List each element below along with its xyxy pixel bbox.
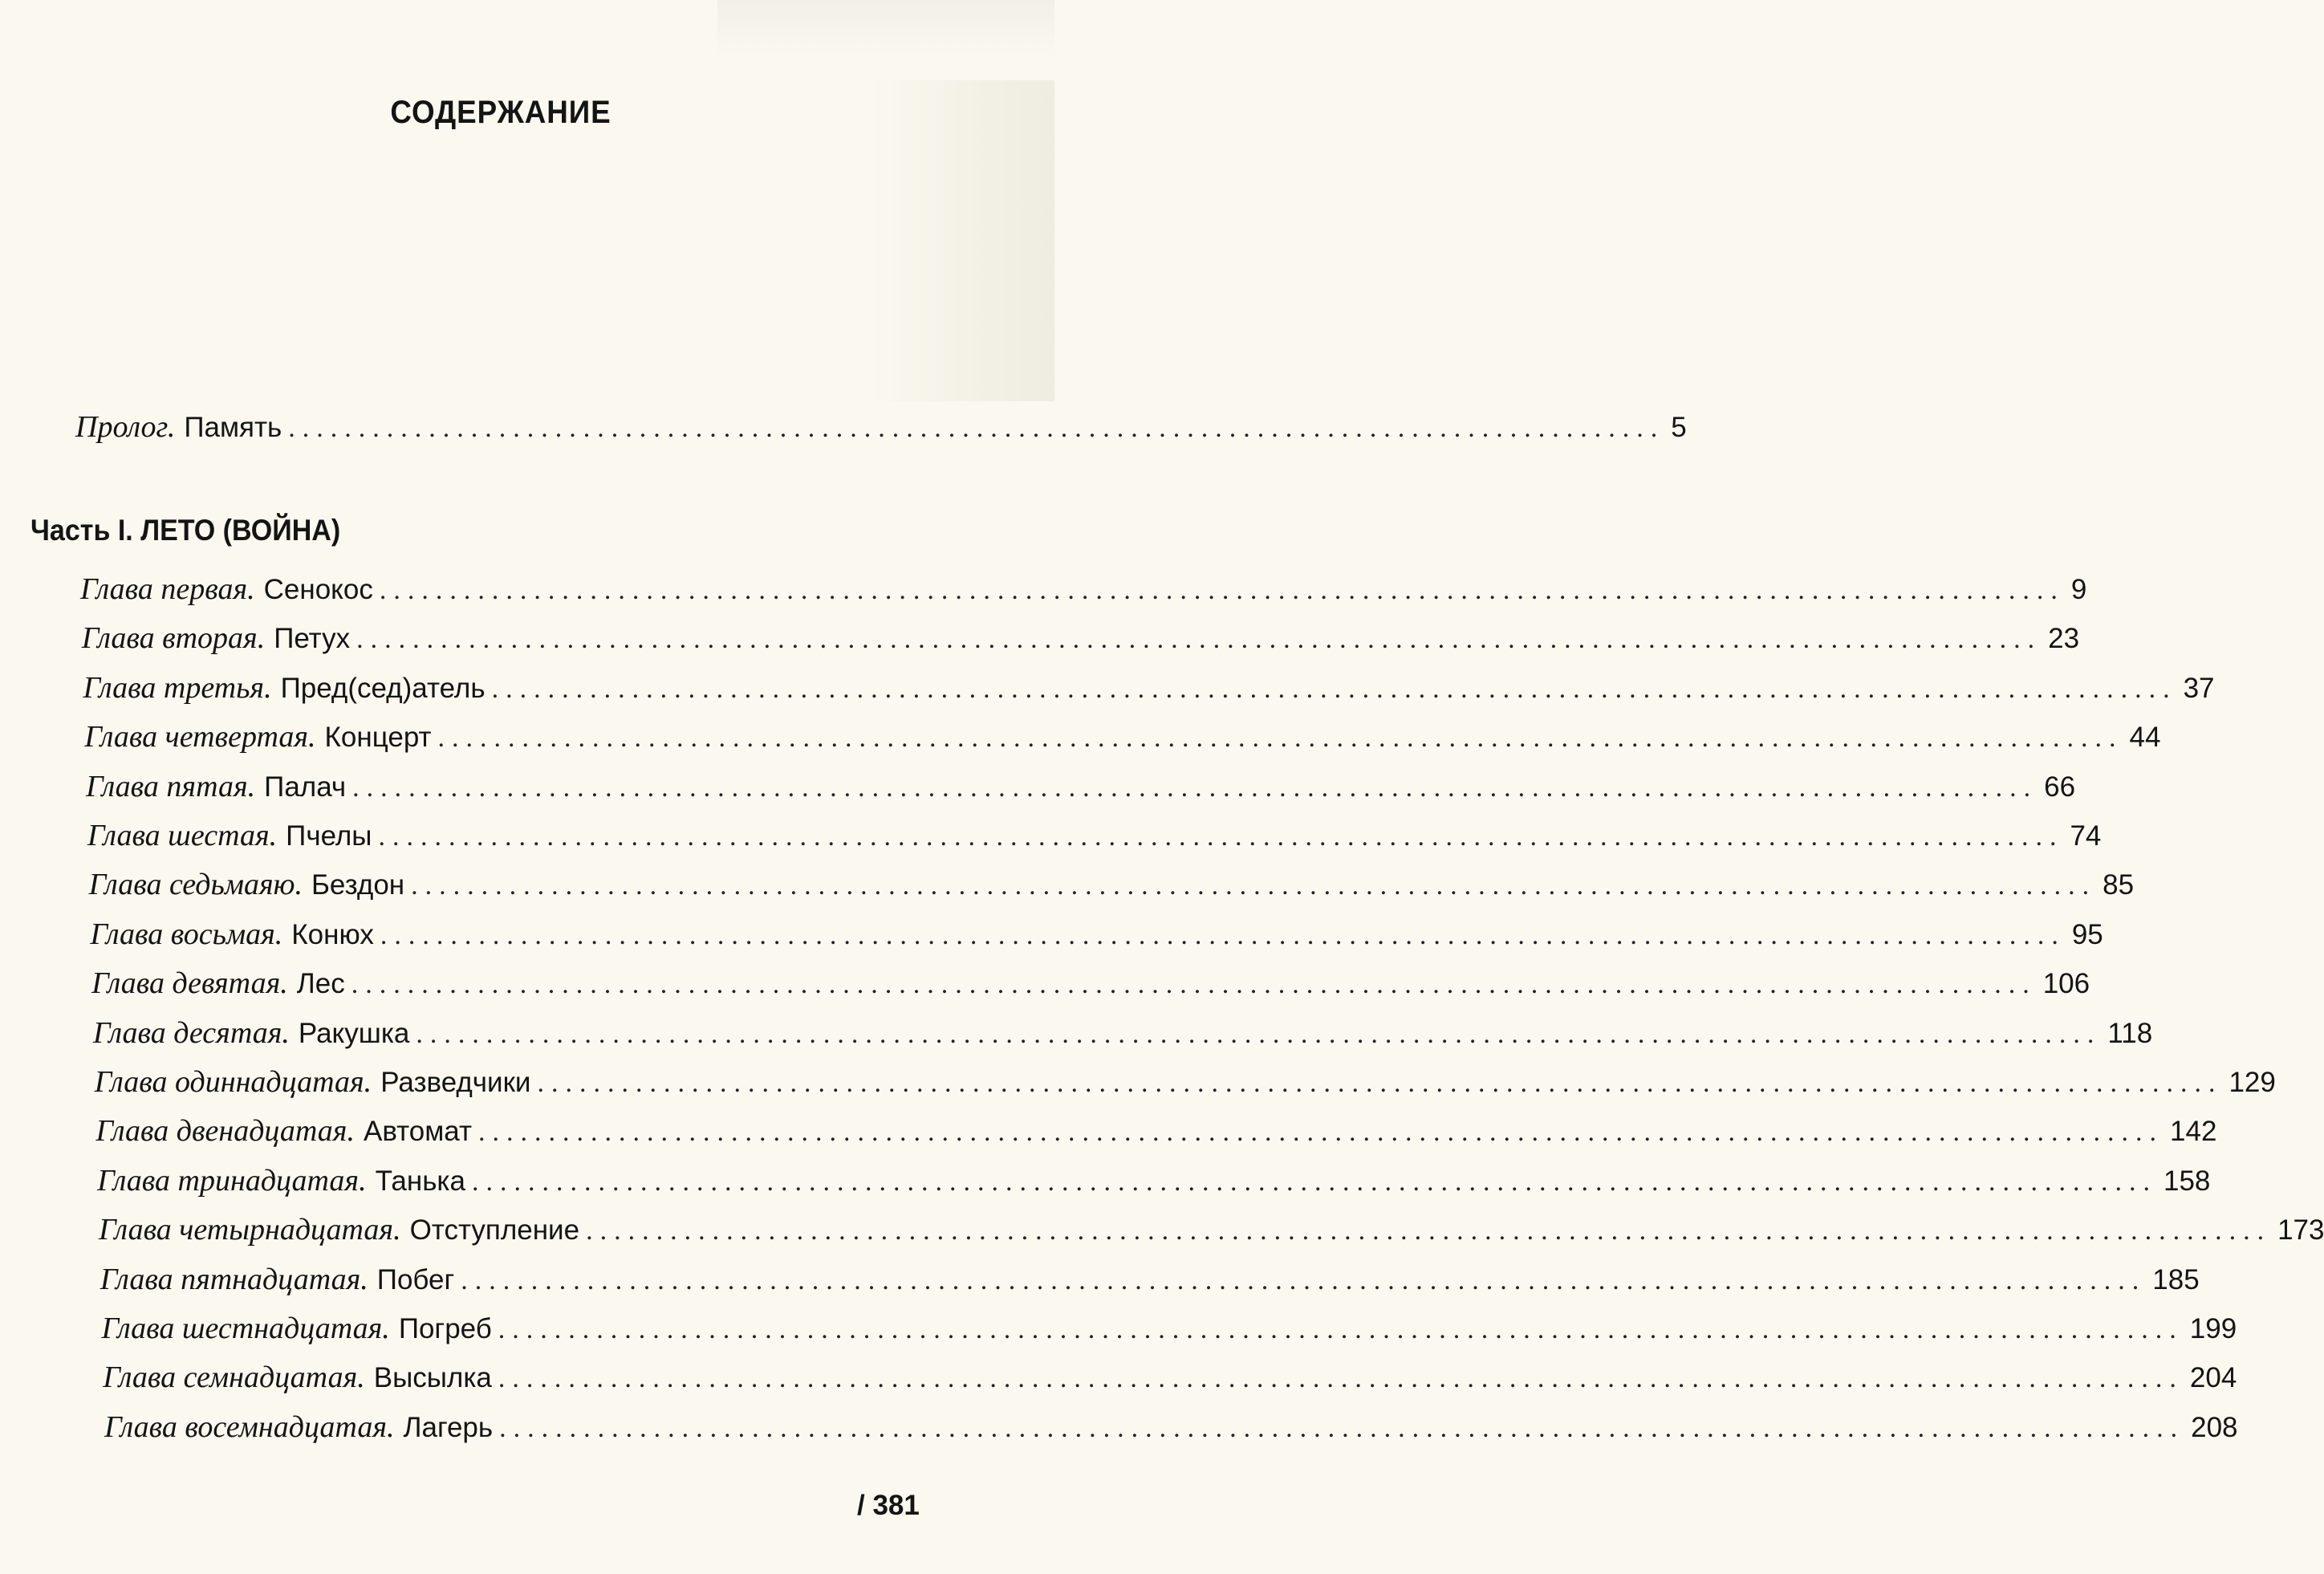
toc-entry	[95, 1113, 2217, 1149]
dot-leader: ........................................................................................................................	[411, 871, 2097, 901]
toc-entry	[92, 1015, 2153, 1051]
entry-page-number: 118	[2107, 1017, 2153, 1049]
dot-leader: ..................................................................................................	[288, 413, 1665, 443]
entry-title: Бездон	[311, 869, 405, 901]
toc-entry	[98, 1212, 2324, 1247]
dot-leader: ........................................................................................................................	[356, 624, 2042, 655]
entry-title: Разведчики	[380, 1067, 531, 1098]
dot-leader: ........................................................................................................................	[498, 1315, 2184, 1344]
page-title: СОДЕРЖАНИЕ	[390, 95, 611, 130]
entry-chapter: Глава третья.	[83, 670, 272, 705]
entry-title: Память	[184, 412, 282, 443]
dot-leader: ........................................................................................................................	[379, 576, 2065, 605]
entry-chapter: Глава шестая.	[87, 819, 278, 852]
entry-page-number: 129	[2229, 1067, 2276, 1098]
toc-entry	[86, 769, 2076, 804]
entry-page-number: 95	[2071, 918, 2103, 950]
entry-chapter: Глава семнадцатая.	[103, 1360, 365, 1395]
entry-title: Отступление	[409, 1214, 580, 1247]
entry-title: Сенокос	[263, 574, 373, 605]
toc-entry	[80, 571, 2087, 607]
toc-entry	[94, 1064, 2276, 1100]
entry-page-number: 208	[2191, 1411, 2238, 1443]
entry-title: Танька	[375, 1165, 465, 1197]
entry-title: Конюх	[291, 918, 374, 950]
entry-title: Лагерь	[403, 1411, 494, 1443]
entry-page-number: 5	[1671, 412, 1687, 443]
dot-leader: ........................................................................................................................	[499, 1413, 2185, 1443]
entry-title: Высылка	[373, 1362, 492, 1394]
entry-title: Автомат	[363, 1116, 473, 1148]
entry-title: Палач	[264, 771, 347, 803]
entry-page-number: 9	[2070, 574, 2087, 605]
toc-entry-prologue	[75, 409, 1687, 445]
dot-leader: ........................................................................................................................	[471, 1166, 2157, 1197]
toc-entry	[88, 867, 2135, 902]
dot-leader: ........................................................................................................................	[416, 1019, 2102, 1049]
entry-chapter: Глава пятнадцатая.	[100, 1262, 368, 1296]
entry-chapter: Глава десятая.	[92, 1015, 290, 1050]
dot-leader: ........................................................................................................................	[437, 723, 2123, 754]
entry-page-number: 23	[2048, 623, 2080, 655]
entry-chapter: Глава четвертая.	[84, 720, 316, 754]
entry-chapter: Пролог.	[75, 410, 176, 444]
entry-title: Лес	[296, 968, 345, 1000]
entry-page-number: 106	[2042, 968, 2090, 1000]
entry-page-number: 204	[2189, 1362, 2237, 1394]
dot-leader: ........................................................................................................................	[491, 673, 2177, 704]
entry-chapter: Глава пятая.	[86, 769, 256, 803]
entry-title: Ракушка	[298, 1017, 410, 1049]
toc-entry	[100, 1262, 2200, 1297]
entry-title: Побег	[376, 1263, 455, 1295]
toc-entry	[97, 1163, 2211, 1198]
toc-entry	[83, 670, 2215, 706]
entry-page-number: 142	[2170, 1116, 2217, 1148]
toc-entry	[101, 1311, 2237, 1346]
dot-leader: ........................................................................................................................	[537, 1068, 2223, 1098]
toc-entry	[87, 818, 2102, 853]
dot-leader: ........................................................................................................................	[352, 772, 2038, 803]
entry-page-number: 37	[2183, 672, 2215, 704]
entry-title: Петух	[274, 623, 351, 655]
toc-entry	[84, 719, 2161, 754]
entry-page-number: 185	[2152, 1263, 2200, 1295]
entry-chapter: Глава первая.	[80, 572, 255, 606]
dot-leader: ........................................................................................................................	[380, 920, 2066, 950]
entry-page-number: 173	[2277, 1214, 2324, 1247]
entry-chapter: Глава восьмая.	[90, 917, 283, 951]
entry-chapter: Глава двенадцатая.	[95, 1114, 355, 1149]
entry-chapter: Глава одиннадцатая.	[94, 1065, 372, 1099]
entry-page-number: 158	[2163, 1165, 2211, 1197]
dot-leader: ........................................................................................................................	[478, 1117, 2164, 1148]
entry-chapter: Глава четырнадцатая.	[98, 1213, 401, 1247]
entry-chapter: Глава тринадцатая.	[97, 1163, 367, 1198]
entry-page-number: 44	[2129, 722, 2161, 754]
dot-leader: ........................................................................................................................	[586, 1216, 2272, 1247]
dot-leader: ........................................................................................................................	[378, 822, 2064, 852]
dot-leader: ........................................................................................................................	[351, 970, 2037, 1000]
entry-chapter: Глава восемнадцатая.	[104, 1409, 395, 1444]
toc-entry	[103, 1360, 2237, 1395]
entry-chapter: Глава девятая.	[91, 966, 288, 1001]
entry-chapter: Глава шестнадцатая.	[101, 1312, 390, 1345]
entry-page-number: 66	[2044, 771, 2076, 803]
toc-entry	[90, 917, 2103, 952]
entry-page-number: 85	[2103, 869, 2135, 901]
entry-title: Концерт	[324, 722, 432, 754]
entry-page-number: 74	[2070, 820, 2102, 852]
toc-entry	[81, 620, 2080, 656]
entry-title: Погреб	[398, 1313, 492, 1344]
toc-entry	[91, 966, 2090, 1001]
toc-entry	[104, 1409, 2238, 1445]
entry-chapter: Глава вторая.	[81, 621, 266, 656]
dot-leader: ........................................................................................................................	[461, 1265, 2147, 1295]
part-heading: Часть I. ЛЕТО (ВОЙНА)	[30, 514, 341, 547]
entry-title: Пред(сед)атель	[280, 672, 486, 704]
entry-title: Пчелы	[286, 820, 372, 852]
facing-page-shadow-top	[717, 0, 1054, 56]
entry-page-number: 199	[2189, 1313, 2237, 1344]
dot-leader: ........................................................................................................................	[498, 1364, 2184, 1394]
page-number-footer: / 381	[857, 1490, 920, 1521]
entry-chapter: Глава седьмаяю.	[88, 868, 303, 902]
